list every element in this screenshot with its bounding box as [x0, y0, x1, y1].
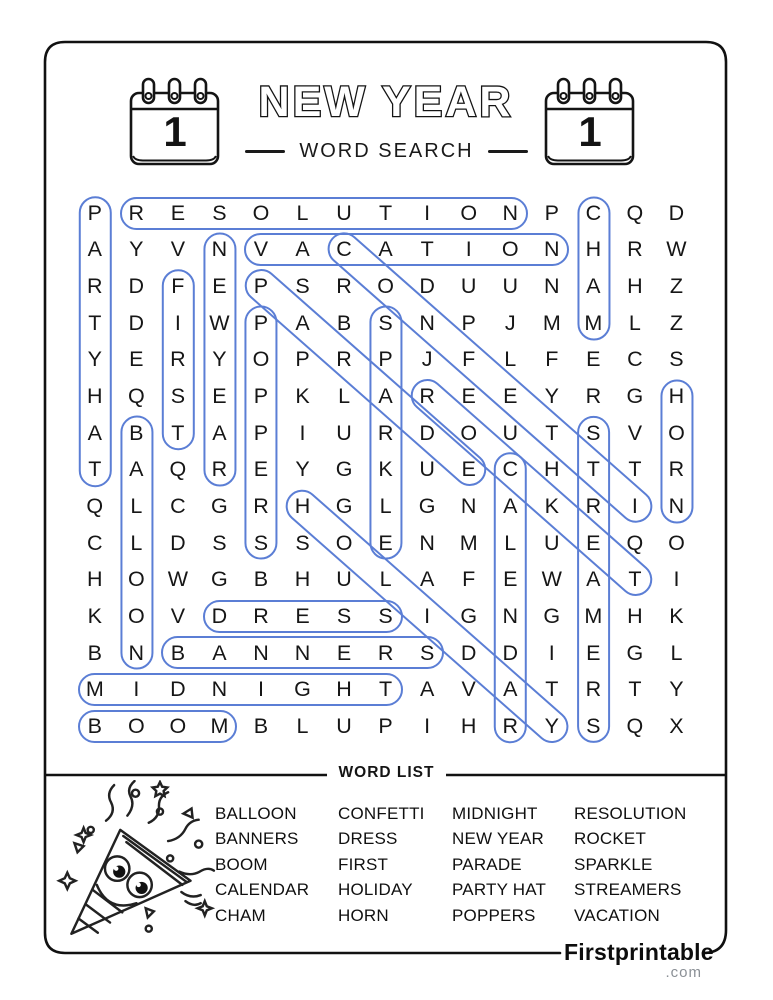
word-list-item: RESOLUTION — [574, 804, 687, 823]
grid-cell: F — [545, 347, 559, 372]
grid-cell: F — [171, 274, 185, 299]
grid-cell: T — [88, 457, 102, 482]
word-list-item: HORN — [338, 905, 389, 925]
grid-cell: N — [502, 200, 518, 225]
grid-cell: P — [461, 310, 476, 335]
footer-brand — [564, 939, 714, 981]
grid-cell: N — [502, 603, 518, 628]
word-list-item: BOOM — [215, 854, 268, 874]
grid-cell: G — [211, 567, 228, 592]
grid-cell: L — [504, 347, 517, 372]
grid-cell: D — [419, 274, 435, 299]
grid-cell: N — [460, 493, 477, 518]
grid-cell: N — [544, 237, 560, 262]
subtitle-row — [0, 140, 773, 163]
grid-cell: S — [212, 530, 227, 555]
grid-cell: D — [128, 274, 145, 299]
grid-cell: T — [379, 200, 393, 225]
grid-cell: D — [460, 640, 477, 665]
grid-cell: L — [130, 493, 143, 518]
grid-cell: S — [378, 603, 393, 628]
grid-cell: K — [378, 457, 393, 482]
grid-cell: R — [87, 274, 103, 299]
grid-cell: I — [424, 603, 431, 628]
grid-cell: D — [211, 603, 228, 628]
grid-cell: R — [211, 457, 228, 482]
grid-cell: Z — [669, 310, 683, 335]
grid-cell: O — [169, 713, 187, 738]
grid-cell: E — [378, 530, 393, 555]
grid-cell: K — [87, 603, 102, 628]
grid-cell: C — [170, 493, 186, 518]
grid-cell: H — [294, 493, 311, 518]
grid-cell: I — [424, 713, 431, 738]
grid-cell: S — [170, 384, 186, 409]
grid-cell: Q — [626, 530, 644, 555]
word-list-item: FIRST — [338, 854, 389, 874]
grid-cell: T — [586, 457, 600, 482]
word-list-item: MIDNIGHT — [452, 804, 538, 823]
grid-cell: Q — [169, 457, 187, 482]
grid-cell: I — [133, 677, 140, 702]
grid-cell: R — [585, 493, 602, 518]
grid-cell: S — [253, 530, 269, 555]
grid-cell: N — [128, 640, 145, 665]
grid-cell: G — [335, 493, 353, 518]
grid-cell: B — [253, 567, 269, 592]
word-list-column — [452, 801, 546, 928]
grid-cell: L — [130, 530, 143, 555]
grid-cell: Q — [127, 384, 145, 409]
grid-cell: A — [295, 310, 310, 335]
grid-cell: P — [295, 347, 310, 372]
grid-cell: C — [336, 237, 352, 262]
grid-cell: K — [544, 493, 559, 518]
grid-cell: P — [378, 713, 393, 738]
title-wrapper — [206, 72, 566, 130]
grid-cell: Y — [295, 457, 310, 482]
grid-cell: M — [459, 530, 478, 555]
grid-cell: H — [668, 384, 685, 409]
grid-cell: S — [336, 603, 352, 628]
grid-cell: N — [253, 640, 269, 665]
grid-cell: A — [419, 677, 435, 702]
grid-cell: S — [419, 640, 435, 665]
grid-cell: H — [585, 237, 602, 262]
word-list-item: CALENDAR — [215, 880, 310, 900]
grid-cell: J — [504, 310, 516, 335]
grid-cell: H — [87, 567, 103, 592]
word-list-item: BANNERS — [215, 829, 299, 849]
grid-cell: L — [504, 530, 517, 555]
grid-cell: E — [461, 384, 476, 409]
grid-cell: Y — [129, 237, 144, 262]
grid-cell: O — [460, 420, 478, 445]
grid-cell: E — [586, 347, 601, 372]
grid-cell: L — [338, 384, 351, 409]
grid-cell: T — [88, 310, 102, 335]
word-list-item: CHAM — [215, 905, 266, 925]
grid-cell: B — [170, 640, 186, 665]
grid-cell: H — [294, 567, 311, 592]
grid-cell: V — [461, 677, 476, 702]
grid-cell: Z — [669, 274, 683, 299]
grid-cell: N — [544, 274, 560, 299]
grid-cell: P — [253, 384, 269, 409]
grid-cell: V — [170, 237, 186, 262]
grid-cell: P — [253, 310, 269, 335]
page-title: NEW YEAR — [258, 78, 514, 126]
word-list-item: DRESS — [338, 829, 398, 849]
grid-cell: C — [585, 200, 602, 225]
grid-cell: B — [87, 640, 102, 665]
grid-cell: E — [503, 384, 518, 409]
grid-cell: N — [419, 530, 435, 555]
grid-cell: A — [378, 237, 393, 262]
grid-cell: O — [377, 274, 394, 299]
grid-cell: O — [335, 530, 353, 555]
grid-cell: S — [586, 713, 601, 738]
grid-cell: J — [421, 347, 433, 372]
grid-cell: L — [296, 713, 309, 738]
grid-cell: E — [212, 274, 227, 299]
grid-cell: C — [87, 530, 103, 555]
grid-cell: O — [501, 237, 519, 262]
grid-cell: O — [668, 420, 685, 445]
grid-cell: O — [127, 603, 145, 628]
grid-cell: R — [253, 493, 269, 518]
grid-cell: A — [129, 457, 144, 482]
grid-cell: R — [627, 237, 643, 262]
grid-cell: U — [336, 200, 352, 225]
grid-cell: R — [170, 347, 186, 372]
grid-cell: B — [87, 713, 102, 738]
grid-cell: E — [212, 384, 227, 409]
grid-cell: G — [335, 457, 353, 482]
grid-cell: M — [210, 713, 229, 738]
grid-cell: R — [668, 457, 685, 482]
grid-cell: G — [211, 493, 228, 518]
grid-cell: U — [336, 713, 352, 738]
grid-cell: R — [336, 347, 352, 372]
grid-cell: D — [668, 200, 685, 225]
word-list-item: SPARKLE — [574, 854, 653, 874]
grid-cell: G — [418, 493, 436, 518]
word-list-item: PARADE — [452, 854, 522, 874]
grid-cell: Q — [626, 713, 644, 738]
grid-cell: N — [211, 677, 228, 702]
grid-cell: E — [170, 200, 186, 225]
word-list-column — [574, 801, 687, 928]
grid-cell: E — [253, 457, 269, 482]
grid-cell: G — [294, 677, 311, 702]
grid-cell: K — [669, 603, 684, 628]
grid-cell: R — [377, 640, 394, 665]
word-list-item: STREAMERS — [574, 880, 682, 900]
grid-cell: A — [378, 384, 393, 409]
grid-cell: P — [253, 420, 269, 445]
grid-cell: S — [669, 347, 684, 372]
grid-cell: B — [336, 310, 352, 335]
grid-cell: I — [424, 200, 431, 225]
grid-cell: E — [129, 347, 144, 372]
grid-cell: G — [626, 640, 644, 665]
grid-cell: A — [586, 567, 601, 592]
grid-cell: Q — [626, 200, 644, 225]
word-list-item: VACATION — [574, 905, 660, 925]
grid-cell: B — [253, 713, 269, 738]
grid-cell: O — [252, 347, 270, 372]
grid-cell: Y — [212, 347, 227, 372]
word-list-item: BALLOON — [215, 804, 297, 823]
grid-cell: A — [586, 274, 601, 299]
grid-cell: L — [628, 310, 641, 335]
grid-cell: P — [253, 274, 269, 299]
grid-cell: T — [628, 677, 642, 702]
grid-cell: E — [586, 640, 601, 665]
grid-cell: F — [462, 567, 476, 592]
grid-cell: V — [253, 237, 269, 262]
grid-cell: A — [87, 420, 102, 445]
grid-cell: L — [670, 640, 683, 665]
grid-cell: T — [171, 420, 185, 445]
grid-cell: B — [129, 420, 144, 445]
grid-cell: E — [586, 530, 601, 555]
grid-cell: S — [295, 530, 310, 555]
grid-cell: X — [669, 713, 684, 738]
party-popper-illustration — [50, 780, 218, 948]
grid-cell: H — [460, 713, 477, 738]
grid-cell: L — [379, 567, 392, 592]
grid-cell: U — [502, 274, 518, 299]
grid-cell: R — [128, 200, 145, 225]
grid-cell: Q — [86, 493, 104, 518]
grid-cell: U — [544, 530, 560, 555]
grid-cell: V — [170, 603, 186, 628]
grid-cell: W — [666, 237, 687, 262]
grid-cell: W — [167, 567, 189, 592]
grid-cell: C — [627, 347, 643, 372]
grid-cell: G — [460, 603, 478, 628]
grid-cell: H — [627, 274, 643, 299]
grid-cell: C — [502, 457, 518, 482]
grid-cell: D — [502, 640, 518, 665]
grid-cell: E — [336, 640, 352, 665]
grid-cell: R — [585, 384, 602, 409]
grid-cell: U — [336, 567, 352, 592]
grid-cell: H — [336, 677, 352, 702]
grid-cell: L — [296, 200, 309, 225]
grid-cell: W — [209, 310, 230, 335]
grid-cell: D — [170, 530, 186, 555]
grid-cell: O — [127, 567, 145, 592]
grid-cell: R — [585, 677, 602, 702]
grid-cell: H — [87, 384, 103, 409]
grid-cell: A — [503, 677, 518, 702]
grid-cell: R — [377, 420, 394, 445]
calendar-day: 1 — [578, 108, 602, 155]
grid-cell: I — [299, 420, 306, 445]
word-list-item: ROCKET — [574, 829, 647, 849]
grid-cell: I — [257, 677, 264, 702]
grid-cell: S — [212, 200, 227, 225]
grid-cell: G — [626, 384, 644, 409]
grid-cell: Y — [544, 713, 559, 738]
grid-cell: E — [503, 567, 518, 592]
grid-cell: O — [460, 200, 478, 225]
grid-cell: A — [295, 237, 310, 262]
grid-cell: D — [128, 310, 145, 335]
calendar-day: 1 — [163, 108, 187, 155]
grid-cell: M — [85, 677, 104, 702]
grid-cell: U — [336, 420, 352, 445]
grid-cell: O — [252, 200, 270, 225]
grid-cell: E — [461, 457, 476, 482]
grid-cell: P — [378, 347, 393, 372]
grid-cell: Y — [544, 384, 559, 409]
grid-cell: I — [174, 310, 181, 335]
grid-cell: T — [628, 567, 642, 592]
grid-cell: A — [419, 567, 435, 592]
grid-cell: H — [544, 457, 560, 482]
word-list-column — [215, 801, 309, 928]
grid-cell: T — [420, 237, 434, 262]
grid-cell: I — [673, 567, 680, 592]
grid-cell: M — [584, 603, 603, 628]
brand-name: Firstprintable — [564, 939, 714, 965]
word-list-label: WORD LIST — [327, 764, 447, 782]
grid-cell: I — [548, 640, 555, 665]
grid-cell: E — [295, 603, 310, 628]
grid-cell: U — [419, 457, 435, 482]
grid-cell: R — [336, 274, 352, 299]
grid-cell: M — [542, 310, 561, 335]
grid-cell: Y — [87, 347, 102, 372]
page-subtitle: WORD SEARCH — [299, 140, 474, 162]
grid-cell: P — [87, 200, 102, 225]
grid-cell: N — [294, 640, 311, 665]
grid-cell: U — [460, 274, 477, 299]
grid-cell: K — [295, 384, 310, 409]
grid-cell: G — [543, 603, 561, 628]
subtitle-right-dash — [488, 150, 528, 153]
brand-domain: .com — [665, 964, 702, 981]
word-list-item: CONFETTI — [338, 804, 425, 823]
grid-cell: A — [87, 237, 102, 262]
grid-cell: T — [545, 420, 559, 445]
grid-cell: T — [379, 677, 393, 702]
word-list-item: NEW YEAR — [452, 829, 544, 849]
grid-cell: N — [211, 237, 228, 262]
grid-cell: N — [668, 493, 685, 518]
subtitle-left-dash — [245, 150, 285, 153]
grid-cell: V — [627, 420, 643, 445]
grid-cell: W — [541, 567, 562, 592]
grid-cell: A — [503, 493, 518, 518]
word-list-item: HOLIDAY — [338, 880, 413, 900]
grid-cell: S — [295, 274, 310, 299]
grid-cell: R — [253, 603, 269, 628]
grid-cell: M — [584, 310, 603, 335]
grid-cell: I — [631, 493, 638, 518]
grid-cell: T — [628, 457, 642, 482]
grid-cell: A — [212, 420, 227, 445]
grid-cell: N — [419, 310, 435, 335]
grid-cell: O — [668, 530, 685, 555]
letter-grid — [74, 195, 697, 745]
grid-cell: S — [586, 420, 601, 445]
grid-cell: D — [170, 677, 186, 702]
grid-cell: T — [545, 677, 559, 702]
grid-cell: A — [212, 640, 227, 665]
grid-cell: R — [419, 384, 435, 409]
grid-cell: O — [127, 713, 145, 738]
grid-cell: S — [378, 310, 393, 335]
grid-cell: L — [379, 493, 392, 518]
grid-cell: H — [627, 603, 643, 628]
grid-cell: D — [419, 420, 435, 445]
grid-cell: R — [502, 713, 518, 738]
grid-cell: I — [465, 237, 472, 262]
word-list-item: POPPERS — [452, 905, 536, 925]
grid-cell: P — [544, 200, 559, 225]
grid-cell: Y — [669, 677, 684, 702]
grid-cell: U — [502, 420, 518, 445]
word-list-item: PARTY HAT — [452, 880, 547, 900]
word-list-column — [338, 801, 425, 928]
grid-cell: F — [462, 347, 476, 372]
